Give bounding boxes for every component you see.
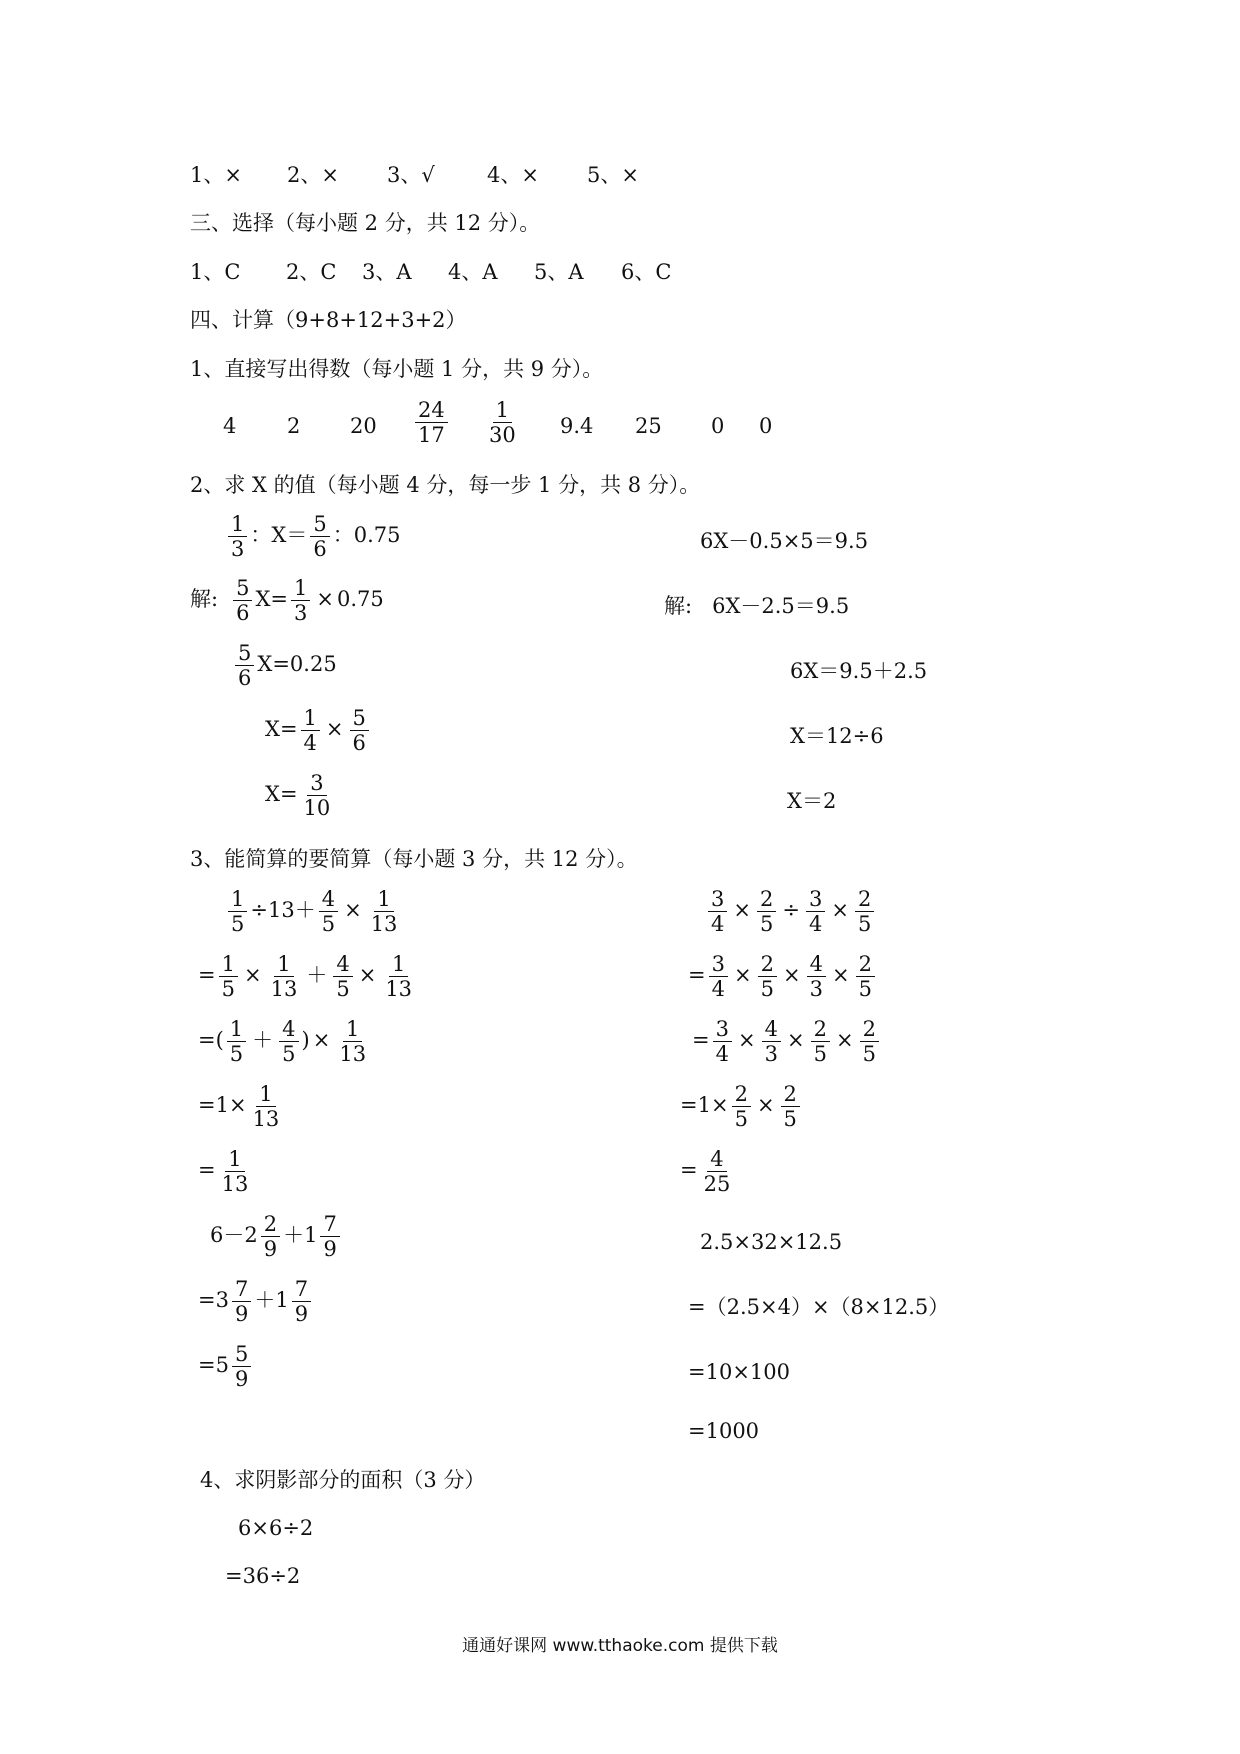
q1-title: 1、直接写出得数（每小题 1 分，共 9 分）。 — [190, 357, 604, 381]
step: 6X－2.5＝9.5 — [712, 594, 850, 618]
times-sign: × — [325, 717, 344, 741]
num: 5 — [235, 641, 254, 666]
num: 2 — [811, 1017, 830, 1042]
q3-right-b-line3: =10×100 — [688, 1360, 790, 1384]
times-sign: × — [733, 963, 752, 987]
den: 13 — [252, 1107, 280, 1131]
x-equals: X= — [265, 717, 298, 741]
num: 1 — [228, 887, 247, 912]
num: 1 — [291, 576, 310, 601]
den: 6 — [236, 601, 250, 625]
equals: = — [680, 1158, 698, 1182]
q3-right-a-line3 — [692, 1017, 882, 1066]
footer-source: 通通好课网 www.tthaoke.com 提供下载 — [462, 1636, 778, 1656]
den: 3 — [809, 977, 823, 1001]
section3-title: 三、选择（每小题 2 分，共 12 分）。 — [190, 211, 541, 235]
den: 9 — [294, 1302, 309, 1326]
den: 4 — [711, 912, 725, 936]
equals-paren: =( — [198, 1028, 224, 1052]
judge-answer-3: 3、√ — [387, 163, 435, 187]
q2-left-step4 — [265, 771, 336, 820]
den: 5 — [857, 912, 872, 936]
solution-label: 解: — [664, 594, 693, 618]
num: 4 — [333, 952, 352, 977]
judge-answer-1: 1、× — [190, 163, 242, 187]
num: 1 — [389, 952, 408, 977]
q4-line1: 6×6÷2 — [238, 1516, 314, 1540]
den: 6 — [352, 731, 366, 755]
choice-answer-2: 2、C — [286, 260, 337, 284]
den: 9 — [234, 1302, 249, 1326]
den: 9 — [263, 1237, 278, 1261]
den: 13 — [270, 977, 298, 1001]
operand: 6－2 — [210, 1223, 258, 1247]
den: 4 — [808, 912, 823, 936]
den: 9 — [234, 1367, 249, 1391]
num: 1 — [301, 706, 320, 731]
value: 0.75 — [353, 523, 401, 547]
q1-answer-7: 25 — [635, 414, 662, 438]
den: 5 — [321, 912, 336, 936]
den: 5 — [858, 977, 872, 1001]
q2-left-step2 — [232, 641, 337, 690]
q2-right-step1 — [664, 593, 849, 619]
ratio-sign: ： — [332, 523, 354, 547]
num: 5 — [310, 512, 329, 537]
den: 13 — [385, 977, 413, 1001]
den: 5 — [734, 1107, 748, 1131]
num: 2 — [855, 887, 874, 912]
q1-answer-2: 2 — [287, 414, 301, 438]
num: 2 — [261, 1212, 280, 1237]
times-sign: × — [756, 1093, 775, 1117]
q3-right-a-line4 — [680, 1082, 803, 1131]
q3-title: 3、能简算的要简算（每小题 3 分，共 12 分）。 — [190, 847, 638, 871]
den: 6 — [313, 537, 327, 561]
q2-title: 2、求 X 的值（每小题 4 分，每一步 1 分，共 8 分）。 — [190, 473, 701, 497]
num: 4 — [807, 952, 826, 977]
den: 5 — [813, 1042, 827, 1066]
choice-answer-1: 1、C — [190, 260, 241, 284]
fraction-denominator: 30 — [489, 423, 516, 447]
num: 5 — [350, 706, 369, 731]
den: 13 — [221, 1172, 249, 1196]
plus-sign: ＋ — [306, 963, 328, 987]
times-sign: × — [312, 1028, 331, 1052]
judge-answer-4: 4、× — [487, 163, 539, 187]
q4-title: 4、求阴影部分的面积（3 分） — [200, 1468, 486, 1492]
num: 1 — [225, 1147, 244, 1172]
q2-right-equation: 6X－0.5×5＝9.5 — [700, 529, 869, 553]
q3-left-b-line2 — [198, 1277, 314, 1326]
q2-left-step1 — [190, 576, 384, 625]
fraction-denominator: 17 — [418, 423, 445, 447]
den: 5 — [282, 1042, 296, 1066]
q3-left-a-line2 — [198, 952, 418, 1001]
num: 2 — [856, 952, 875, 977]
times-sign: × — [344, 898, 362, 922]
den: 5 — [783, 1107, 797, 1131]
ratio-sign: ： — [250, 523, 272, 547]
divide-sign: ÷ — [782, 898, 800, 922]
q3-right-b-line2: =（2.5×4）×（8×12.5） — [688, 1295, 950, 1319]
q3-right-a-line5 — [680, 1147, 736, 1196]
operand: =5 — [198, 1353, 229, 1377]
den: 3 — [294, 601, 308, 625]
q3-right-b-line4: =1000 — [688, 1419, 760, 1443]
den: 6 — [238, 666, 252, 690]
q2-left-step3 — [265, 706, 372, 755]
den: 5 — [336, 977, 350, 1001]
num: 3 — [709, 952, 728, 977]
num: 2 — [781, 1082, 800, 1107]
choice-answer-4: 4、A — [448, 260, 498, 284]
operator: ÷13＋ — [250, 898, 316, 922]
num: 2 — [860, 1017, 879, 1042]
operand: ＋1 — [254, 1288, 289, 1312]
num: 4 — [279, 1017, 298, 1042]
equals-one-times: =1× — [680, 1093, 729, 1117]
den: 13 — [339, 1042, 367, 1066]
x-equals: X= — [255, 587, 288, 611]
num: 3 — [806, 887, 825, 912]
den: 5 — [229, 1042, 244, 1066]
num: 5 — [233, 576, 252, 601]
fraction-numerator: 24 — [415, 398, 448, 423]
equals: = — [198, 1158, 216, 1182]
den: 3 — [231, 537, 245, 561]
den: 4 — [711, 977, 725, 1001]
times-sign: × — [358, 963, 377, 987]
num: 5 — [232, 1342, 251, 1367]
section4-title: 四、计算（9+8+12+3+2） — [190, 308, 467, 332]
times-sign: × — [782, 963, 801, 987]
num: 3 — [307, 771, 326, 796]
q2-right-step3: X＝12÷6 — [790, 724, 884, 748]
times-sign: × — [733, 898, 751, 922]
x-equals: X= — [265, 782, 298, 806]
q3-left-a-line5 — [198, 1147, 254, 1196]
num: 2 — [732, 1082, 751, 1107]
times-sign: × — [835, 1028, 854, 1052]
num: 1 — [256, 1082, 275, 1107]
num: 3 — [708, 887, 727, 912]
num: 7 — [320, 1212, 339, 1237]
q1-answer-4 — [412, 398, 451, 447]
den: 3 — [764, 1042, 778, 1066]
q1-answer-3: 20 — [350, 414, 377, 438]
times-sign: × — [786, 1028, 805, 1052]
num: 1 — [228, 512, 247, 537]
q3-left-a-line1 — [225, 887, 403, 936]
q3-left-b-line1 — [210, 1212, 343, 1261]
den: 5 — [862, 1042, 876, 1066]
num: 3 — [713, 1017, 732, 1042]
q1-answer-8: 0 — [711, 414, 725, 438]
fraction-numerator: 1 — [493, 398, 512, 423]
num: 4 — [319, 887, 338, 912]
q2-right-step4: X＝2 — [787, 789, 837, 813]
q1-answer-5 — [483, 398, 522, 447]
q3-right-a-line1 — [705, 887, 877, 936]
den: 13 — [370, 912, 398, 936]
num: 7 — [232, 1277, 251, 1302]
x-equals: X＝ — [271, 523, 308, 547]
num: 1 — [374, 887, 393, 912]
q3-left-b-line3 — [198, 1342, 254, 1391]
operand: =3 — [198, 1288, 229, 1312]
den: 4 — [715, 1042, 729, 1066]
q3-right-a-line2 — [688, 952, 878, 1001]
times-sign: × — [831, 898, 849, 922]
num: 1 — [274, 952, 293, 977]
den: 5 — [231, 912, 245, 936]
den: 9 — [323, 1237, 337, 1261]
q2-left-equation — [225, 512, 400, 561]
equals: = — [688, 963, 706, 987]
num: 2 — [757, 887, 776, 912]
num: 7 — [292, 1277, 311, 1302]
q2-right-step2: 6X＝9.5＋2.5 — [790, 659, 928, 683]
num: 1 — [343, 1017, 362, 1042]
equals: = — [692, 1028, 710, 1052]
num: 1 — [227, 1017, 246, 1042]
q3-right-b-line1: 2.5×32×12.5 — [700, 1230, 843, 1254]
plus-sign: ＋ — [252, 1028, 274, 1052]
q4-line2: =36÷2 — [225, 1564, 301, 1588]
judge-answer-5: 5、× — [587, 163, 639, 187]
den: 4 — [303, 731, 317, 755]
q1-answer-9: 0 — [759, 414, 773, 438]
judge-answer-2: 2、× — [287, 163, 339, 187]
times-sign: × — [243, 963, 262, 987]
times-sign: × — [316, 587, 334, 611]
times-sign: × — [737, 1028, 756, 1052]
choice-answer-3: 3、A — [362, 260, 412, 284]
q1-answer-1: 4 — [223, 414, 237, 438]
den: 5 — [760, 977, 774, 1001]
operand: ＋1 — [283, 1223, 318, 1247]
den: 5 — [759, 912, 774, 936]
times-sign: × — [831, 963, 850, 987]
equals: = — [198, 963, 216, 987]
close-paren: ) — [301, 1028, 310, 1052]
q3-left-a-line4 — [198, 1082, 285, 1131]
den: 5 — [221, 977, 235, 1001]
q1-answer-6: 9.4 — [560, 414, 594, 438]
equals-one-times: =1× — [198, 1093, 247, 1117]
num: 1 — [219, 952, 238, 977]
q3-left-a-line3 — [198, 1017, 372, 1066]
solution-label: 解: — [190, 587, 219, 611]
value: X=0.25 — [257, 652, 337, 676]
num: 2 — [758, 952, 777, 977]
num: 4 — [707, 1147, 726, 1172]
den: 25 — [703, 1172, 731, 1196]
choice-answer-5: 5、A — [534, 260, 584, 284]
value: 0.75 — [336, 587, 384, 611]
num: 4 — [762, 1017, 781, 1042]
den: 10 — [303, 796, 331, 820]
choice-answer-6: 6、C — [621, 260, 672, 284]
